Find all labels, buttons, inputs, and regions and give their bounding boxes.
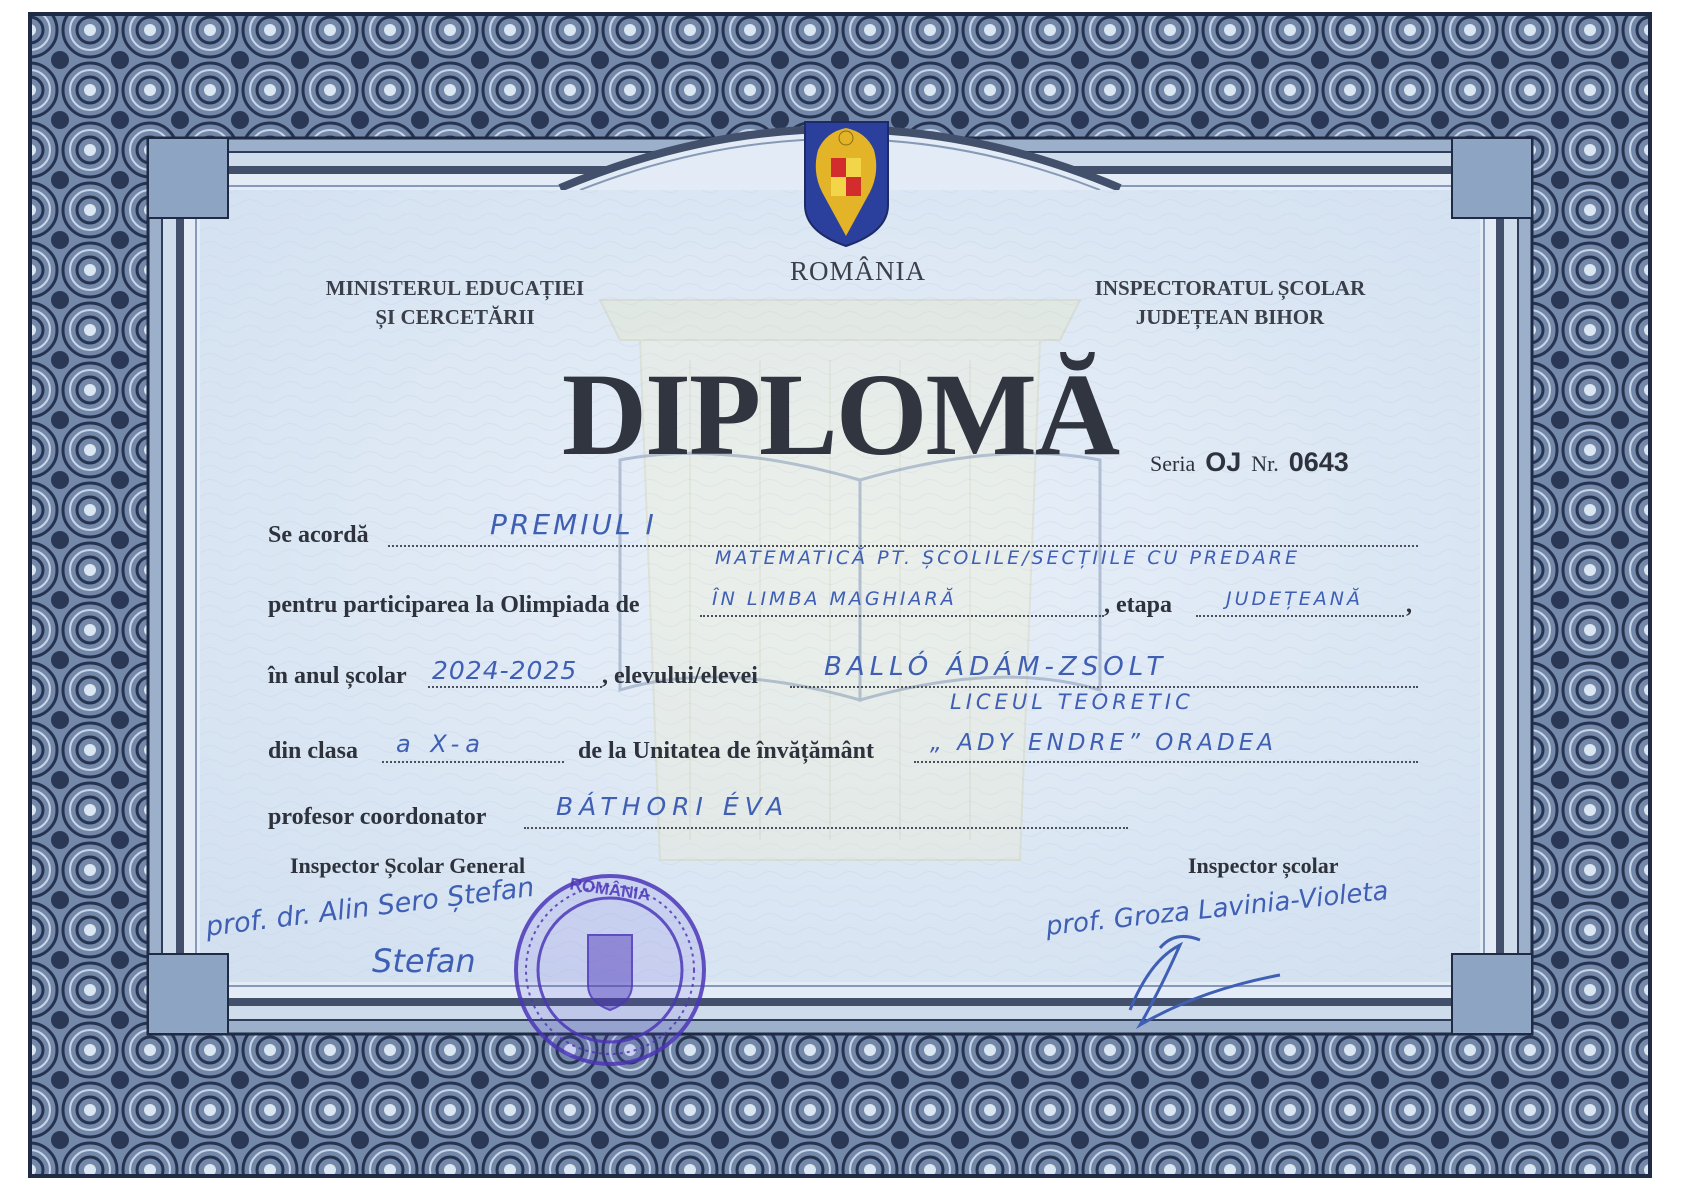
ministry-line-2: ȘI CERCETĂRII [375,305,535,329]
country-name: ROMÂNIA [790,256,927,286]
olympiad-value-line-1: MATEMATICĂ PT. ȘCOLILE/SECȚIILE CU PREDARE [715,547,1300,569]
school-year-label: în anul școlar [268,663,407,689]
school-value-line-2: „ ADY ENDRE” ORADEA [930,730,1278,756]
award-label: Se acordă [268,522,369,548]
general-inspector-title: Inspector Școlar General [290,853,526,878]
series-label: Seria [1150,451,1196,476]
school-inspector-title: Inspector școlar [1188,853,1339,878]
school-label: de la Unitatea de învățământ [578,738,874,764]
teacher-dotted-line [524,827,1128,829]
class-dotted-line [382,761,564,763]
row-trailing-comma: , [1406,592,1412,618]
school-year-dotted-line [428,686,602,688]
general-inspector-name: prof. dr. Alin Sero Ștefan [204,871,536,943]
number-label: Nr. [1251,451,1279,476]
olympiad-value-line-2: ÎN LIMBA MAGHIARĂ [712,588,957,610]
inspectorate-line-1: INSPECTORATUL ȘCOLAR [1094,276,1366,300]
coat-of-arms-icon [805,122,888,246]
olympiad-dotted-line [700,615,1104,617]
class-label: din clasa [268,738,359,764]
teacher-name: BÁTHORI ÉVA [556,792,790,821]
school-value-line-1: LICEUL TEORETIC [950,690,1194,714]
series-code: OJ [1205,447,1242,477]
olympiad-label: pentru participarea la Olimpiada de [268,592,640,618]
award-value: PREMIUL I [490,508,657,541]
school-year-value: 2024-2025 [432,656,578,685]
teacher-label: profesor coordonator [268,804,487,830]
stage-value: JUDEȚEANĂ [1226,588,1363,610]
ministry-line-1: MINISTERUL EDUCAȚIEI [325,276,585,300]
inspectorate-line-2: JUDEȚEAN BIHOR [1135,305,1325,329]
general-inspector-signature: Stefan [372,942,476,980]
official-stamp [516,876,704,1064]
school-dotted-line [914,761,1418,763]
school-inspector-name: prof. Groza Lavinia-Violeta [1044,876,1390,942]
student-name: BALLÓ ÁDÁM-ZSOLT [824,652,1168,682]
student-dotted-line [790,686,1418,688]
student-label: , elevului/elevei [602,663,758,689]
class-value: a X-a [396,730,486,758]
diploma-title: DIPLOMĂ [561,349,1119,480]
stage-label: , etapa [1104,592,1172,618]
serial-number: 0643 [1288,447,1349,477]
stamp-text: ROMÂNIA [568,874,652,905]
stage-dotted-line [1196,615,1404,617]
